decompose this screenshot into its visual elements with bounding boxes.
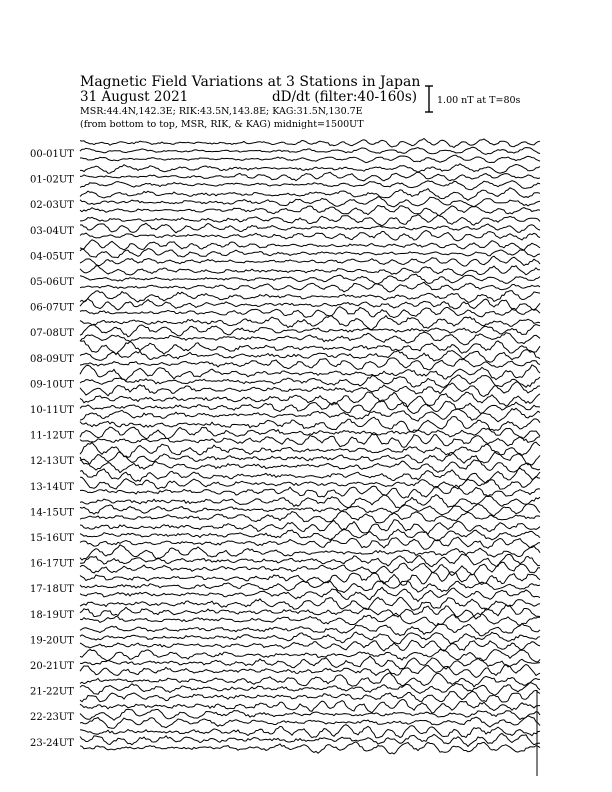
stations-line: MSR:44.4N,142.3E; RIK:43.5N,143.8E; KAG:31.5N,130.7E bbox=[80, 106, 363, 117]
trace-msr bbox=[80, 282, 540, 292]
hour-label: 23-24UT bbox=[30, 737, 74, 749]
trace-rik bbox=[80, 427, 540, 439]
trace-kag bbox=[80, 341, 540, 355]
trace-rik bbox=[80, 249, 540, 258]
trace-rik bbox=[80, 223, 540, 233]
hour-label: 02-03UT bbox=[30, 200, 74, 212]
trace-kag bbox=[80, 650, 540, 662]
trace-kag bbox=[80, 623, 540, 636]
trace-kag bbox=[80, 495, 540, 509]
trace-kag bbox=[80, 442, 540, 457]
trace-msr bbox=[80, 332, 540, 345]
chart-title: Magnetic Field Variations at 3 Stations in Japan bbox=[80, 74, 421, 90]
hour-label: 00-01UT bbox=[30, 149, 74, 160]
trace-kag bbox=[80, 700, 540, 714]
trace-kag bbox=[80, 520, 540, 534]
hour-label: 17-18UT bbox=[30, 584, 74, 596]
trace-kag bbox=[80, 215, 540, 226]
hour-label: 06-07UT bbox=[30, 302, 74, 314]
quantity-label: dD/dt (filter:40-160s) bbox=[272, 89, 418, 105]
hour-label: 05-06UT bbox=[30, 277, 74, 288]
hour-label: 12-13UT bbox=[30, 456, 74, 468]
hour-label: 19-20UT bbox=[30, 635, 74, 647]
trace-msr bbox=[80, 664, 540, 677]
hour-label: 16-17UT bbox=[30, 558, 74, 570]
trace-rik bbox=[80, 554, 540, 567]
trace-msr bbox=[80, 155, 540, 162]
trace-rik bbox=[80, 504, 540, 516]
hour-label: 22-23UT bbox=[30, 712, 74, 724]
trace-msr bbox=[80, 256, 540, 266]
trace-msr bbox=[80, 205, 540, 215]
trace-kag bbox=[80, 316, 540, 330]
trace-kag bbox=[80, 597, 540, 610]
hour-label: 14-15UT bbox=[30, 507, 74, 519]
trace-msr bbox=[80, 181, 540, 190]
trace-kag bbox=[80, 164, 540, 173]
trace-rows bbox=[30, 139, 540, 754]
hour-label: 07-08UT bbox=[30, 328, 74, 340]
scale-label: 1.00 nT at T=80s bbox=[437, 95, 521, 106]
hour-label: 08-09UT bbox=[30, 353, 74, 365]
trace-rik bbox=[80, 375, 540, 388]
trace-kag bbox=[80, 673, 540, 687]
trace-kag bbox=[80, 725, 540, 738]
hour-label: 03-04UT bbox=[30, 225, 74, 237]
trace-msr bbox=[80, 485, 540, 498]
trace-msr bbox=[80, 537, 540, 549]
hour-label: 20-21UT bbox=[30, 661, 74, 672]
trace-rik bbox=[80, 172, 540, 181]
trace-rik bbox=[80, 274, 540, 284]
trace-msr bbox=[80, 230, 540, 241]
trace-rik bbox=[80, 477, 540, 490]
trace-rik bbox=[80, 299, 540, 310]
trace-kag bbox=[80, 266, 540, 276]
trace-rik bbox=[80, 656, 540, 669]
hour-label: 21-22UT bbox=[30, 686, 74, 698]
trace-msr bbox=[80, 690, 540, 702]
trace-msr bbox=[80, 640, 540, 651]
trace-msr bbox=[80, 562, 540, 575]
hour-label: 01-02UT bbox=[30, 174, 74, 186]
trace-kag bbox=[80, 545, 540, 560]
trace-rik bbox=[80, 401, 540, 414]
hour-label: 09-10UT bbox=[30, 379, 74, 391]
hour-label: 04-05UT bbox=[30, 251, 74, 263]
trace-msr bbox=[80, 408, 540, 421]
trace-rik bbox=[80, 350, 540, 362]
hour-label: 11-12UT bbox=[30, 430, 74, 442]
hour-label: 10-11UT bbox=[30, 405, 74, 416]
date-label: 31 August 2021 bbox=[80, 89, 189, 105]
trace-rik bbox=[80, 581, 540, 593]
trace-msr bbox=[80, 613, 540, 626]
hour-label: 13-14UT bbox=[30, 481, 74, 493]
trace-kag bbox=[80, 139, 540, 148]
trace-msr bbox=[80, 358, 540, 370]
hour-label: 18-19UT bbox=[30, 609, 74, 621]
trace-msr bbox=[80, 511, 540, 523]
order-line: (from bottom to top, MSR, RIK, & KAG) midnight=1500UT bbox=[80, 119, 364, 130]
scale-bar bbox=[425, 86, 521, 112]
trace-msr bbox=[80, 587, 540, 601]
trace-rik bbox=[80, 683, 540, 696]
hour-label: 15-16UT bbox=[30, 533, 74, 544]
trace-msr bbox=[80, 716, 540, 729]
trace-rik bbox=[80, 147, 540, 154]
trace-msr bbox=[80, 459, 540, 472]
trace-msr bbox=[80, 307, 540, 318]
